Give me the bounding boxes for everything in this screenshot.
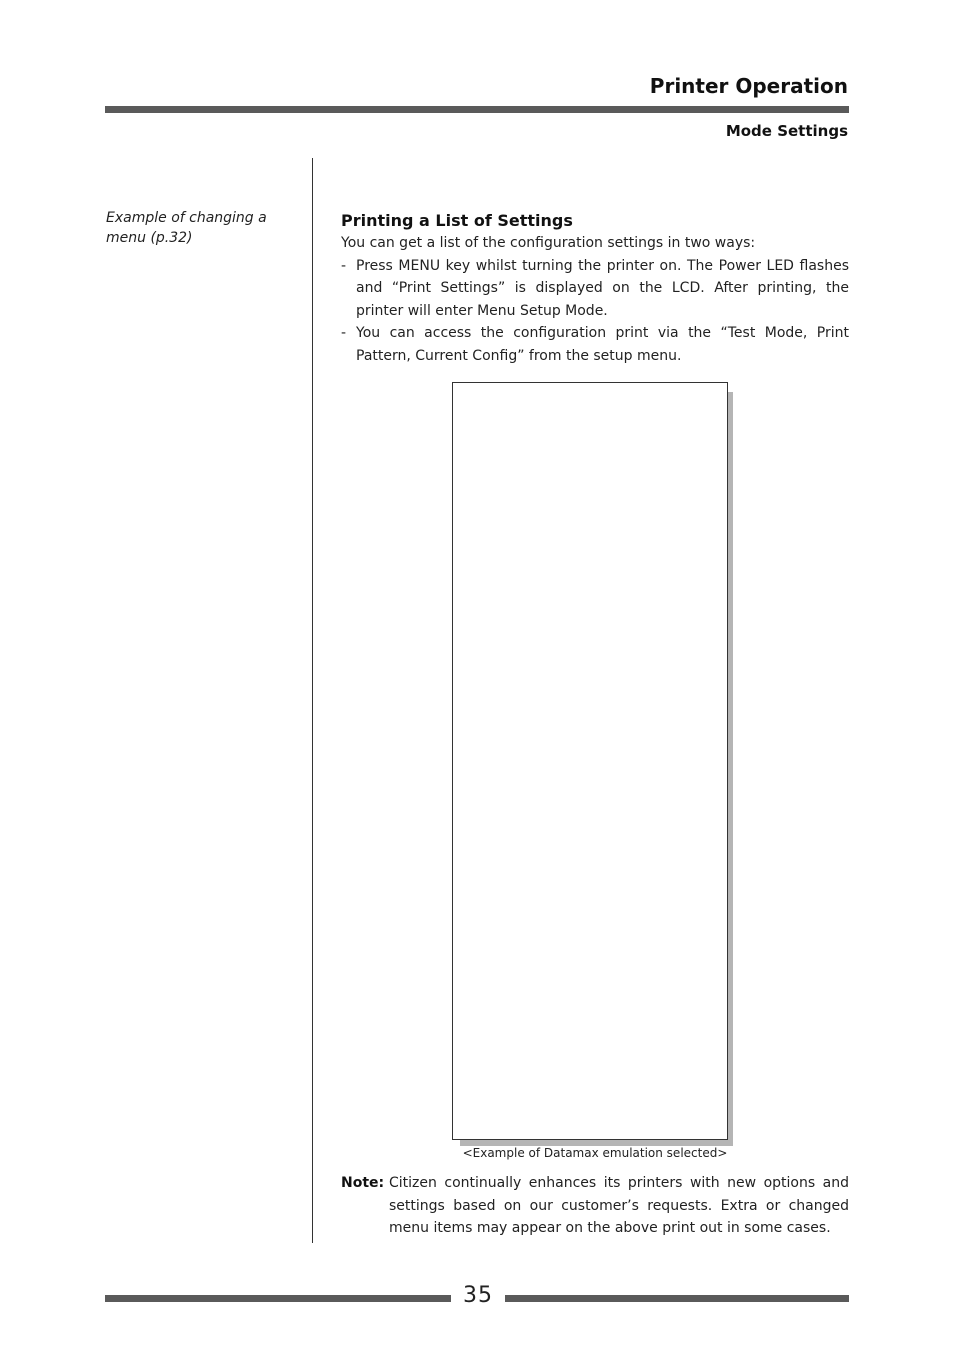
list-item xyxy=(341,255,849,323)
bullet-marker: - xyxy=(341,325,347,341)
header-rule xyxy=(105,106,849,113)
sidebar-note: Example of changing a menu (p.32) xyxy=(106,210,267,246)
column-divider xyxy=(312,158,313,1243)
list-item-text: You can access the configuration print via the “Test Mode, Print Pattern, Current Config” from the setup menu. xyxy=(356,325,849,364)
main-content xyxy=(341,210,849,367)
page-header-title: Printer Operation xyxy=(649,74,848,98)
bullet-list xyxy=(341,255,849,368)
section-heading: Printing a List of Settings xyxy=(341,211,573,230)
page-number: 35 xyxy=(463,1283,493,1308)
bullet-marker: - xyxy=(341,257,347,274)
note-text: Citizen continually enhances its printers with new options and settings based on our customer’s requests. Extra or changed menu items may appear on the above print out in some cases. xyxy=(389,1175,849,1236)
figure-caption: <Example of Datamax emulation selected> xyxy=(462,1146,728,1160)
section-title: Mode Settings xyxy=(725,122,848,140)
note-label: Note: xyxy=(341,1175,385,1191)
footer-rule-right xyxy=(505,1295,849,1302)
note-block xyxy=(341,1172,849,1240)
intro-paragraph: You can get a list of the configuration settings in two ways: xyxy=(341,235,756,251)
list-item xyxy=(341,322,849,367)
footer-rule-left xyxy=(105,1295,451,1302)
print-sample-figure xyxy=(452,382,728,1140)
list-item-text: Press MENU key whilst turning the printer on. The Power LED flashes and “Print Settings” is displayed on the LCD. After printing, the printer will enter Menu Setup Mode. xyxy=(356,257,849,319)
